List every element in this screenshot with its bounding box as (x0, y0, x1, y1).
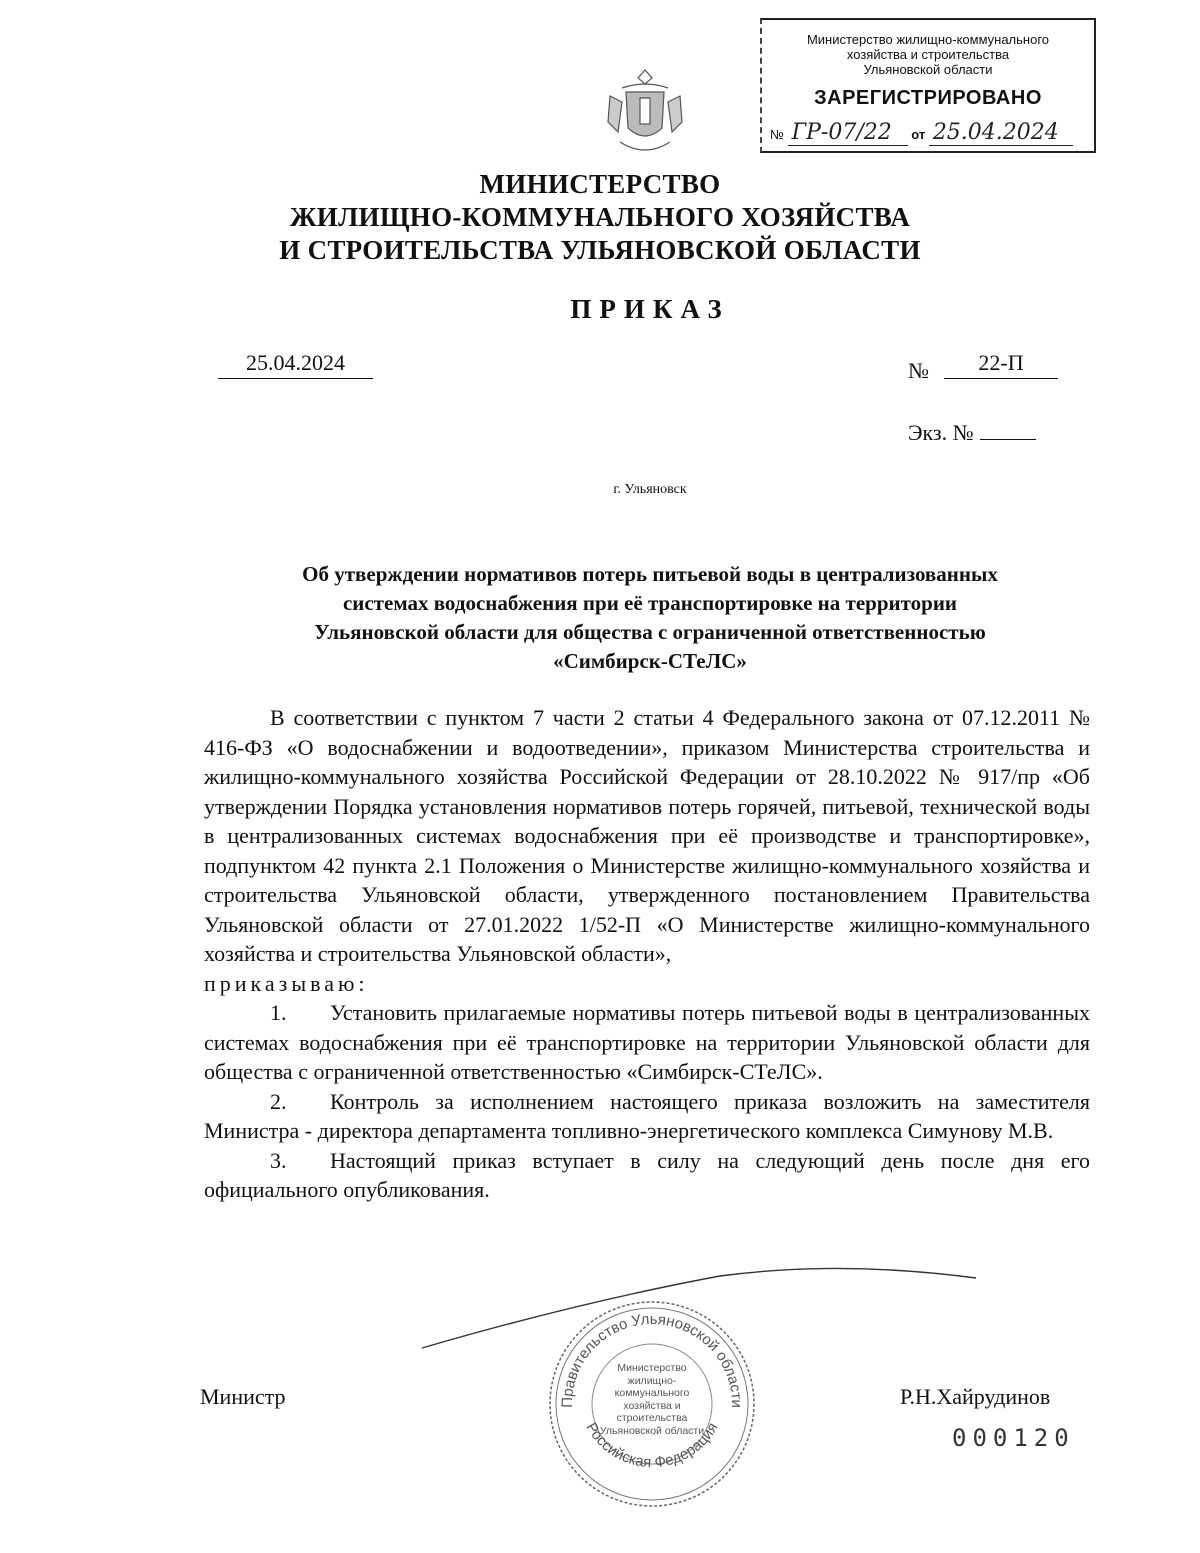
city: г. Ульяновск (613, 482, 687, 497)
ministry-line2: ЖИЛИЩНО-КОММУНАЛЬНОГО ХОЗЯЙСТВА (289, 202, 911, 232)
ministry-name (0, 168, 1200, 267)
serial-number: 000120 (952, 1424, 1075, 1452)
order-subject (160, 560, 1140, 676)
order-number: 22-П (944, 350, 1058, 379)
coat-of-arms-icon (600, 62, 690, 162)
preamble: В соответствии с пунктом 7 части 2 статьи 4 Федерального закона от 07.12.2011 № 416-ФЗ «О водоснабжении и водоотведении», приказом Министерства строительства и жилищно-коммунального хозяйства Российской Федерации от 28.10.2022 № 917/пр «Об утверждении Порядка установления нормативов потерь горячей, питьевой, технической воды в централизованных системах водоснабжения при её производстве и транспортировке», подпунктом 42 пункта 2.1 Положения о Министерстве жилищно-коммунального хозяйства и строительства Ульяновской области, утвержденного постановлением Правительства Ульяновской области от 27.01.2022 1/52-П «О Министерстве жилищно-коммунального хозяйства и строительства Ульяновской области», (204, 705, 1090, 966)
reg-stamp-date: 25.04.2024 (929, 120, 1073, 146)
copy-number-label: Экз. № (908, 420, 974, 445)
subject-line1: Об утверждении нормативов потерь питьевой воды в централизованных (302, 562, 998, 586)
order-date: 25.04.2024 (218, 350, 373, 379)
item-number: 1. (270, 1000, 287, 1025)
item-number: 2. (270, 1088, 287, 1114)
reg-stamp-line3: Ульяновской области (863, 62, 993, 77)
reg-stamp-number-row (770, 120, 1086, 146)
item-number: 3. (270, 1147, 287, 1173)
ministry-line1: МИНИСТЕРСТВО (479, 169, 721, 199)
signer-name: Р.Н.Хайрудинов (900, 1384, 1051, 1409)
document-type: ПРИКАЗ (570, 294, 730, 324)
copy-number (908, 420, 1036, 446)
order-item (204, 1146, 1090, 1205)
subject-line4: «Симбирск-СТеЛС» (553, 649, 747, 673)
order-word: приказываю: (204, 970, 369, 996)
registration-stamp (760, 18, 1096, 153)
item-text: Настоящий приказ вступает в силу на следующий день после дня его официального опубликования. (204, 1147, 1090, 1202)
reg-stamp-line1: Министерство жилищно-коммунального (806, 32, 1050, 47)
seal-outer-bottom: Российская Федерация (582, 1419, 722, 1472)
item-text: Установить прилагаемые нормативы потерь питьевой воды в централизованных системах водоснабжения при её транспортировке на территории Ульяновской области для общества с ограниченной ответственностью «Симбирск-СТеЛС». (204, 1000, 1090, 1084)
reg-stamp-date-prefix: от (911, 127, 926, 142)
subject-line3: Ульяновской области для общества с ограниченной ответственностью (314, 620, 986, 644)
seal-center-text: Министерство жилищно-коммунального хозяйства и строительства Ульяновской области (599, 1362, 705, 1437)
order-number-label: № (908, 358, 929, 383)
order-item (204, 1087, 1090, 1146)
subject-line2: системах водоснабжения при её транспортировке на территории (342, 591, 958, 615)
order-body (204, 703, 1090, 1205)
item-text: Контроль за исполнением настоящего приказа возложить на заместителя Министра - директора департамента топливно-энергетического комплекса Симунову М.В. (204, 1088, 1090, 1143)
reg-stamp-line2: хозяйства и строительства (846, 47, 1010, 62)
seal-outer-top: Правительство Ульяновской области (558, 1310, 746, 1408)
reg-stamp-number-prefix: № (770, 127, 784, 142)
official-seal (546, 1298, 758, 1510)
copy-number-blank (980, 439, 1036, 440)
signer-position: Министр (200, 1384, 286, 1409)
reg-stamp-number: ГР-07/22 (788, 120, 908, 146)
reg-stamp-status: ЗАРЕГИСТРИРОВАНО (814, 87, 1042, 109)
order-item (204, 998, 1090, 1087)
ministry-line3: И СТРОИТЕЛЬСТВА УЛЬЯНОВСКОЙ ОБЛАСТИ (279, 235, 921, 265)
